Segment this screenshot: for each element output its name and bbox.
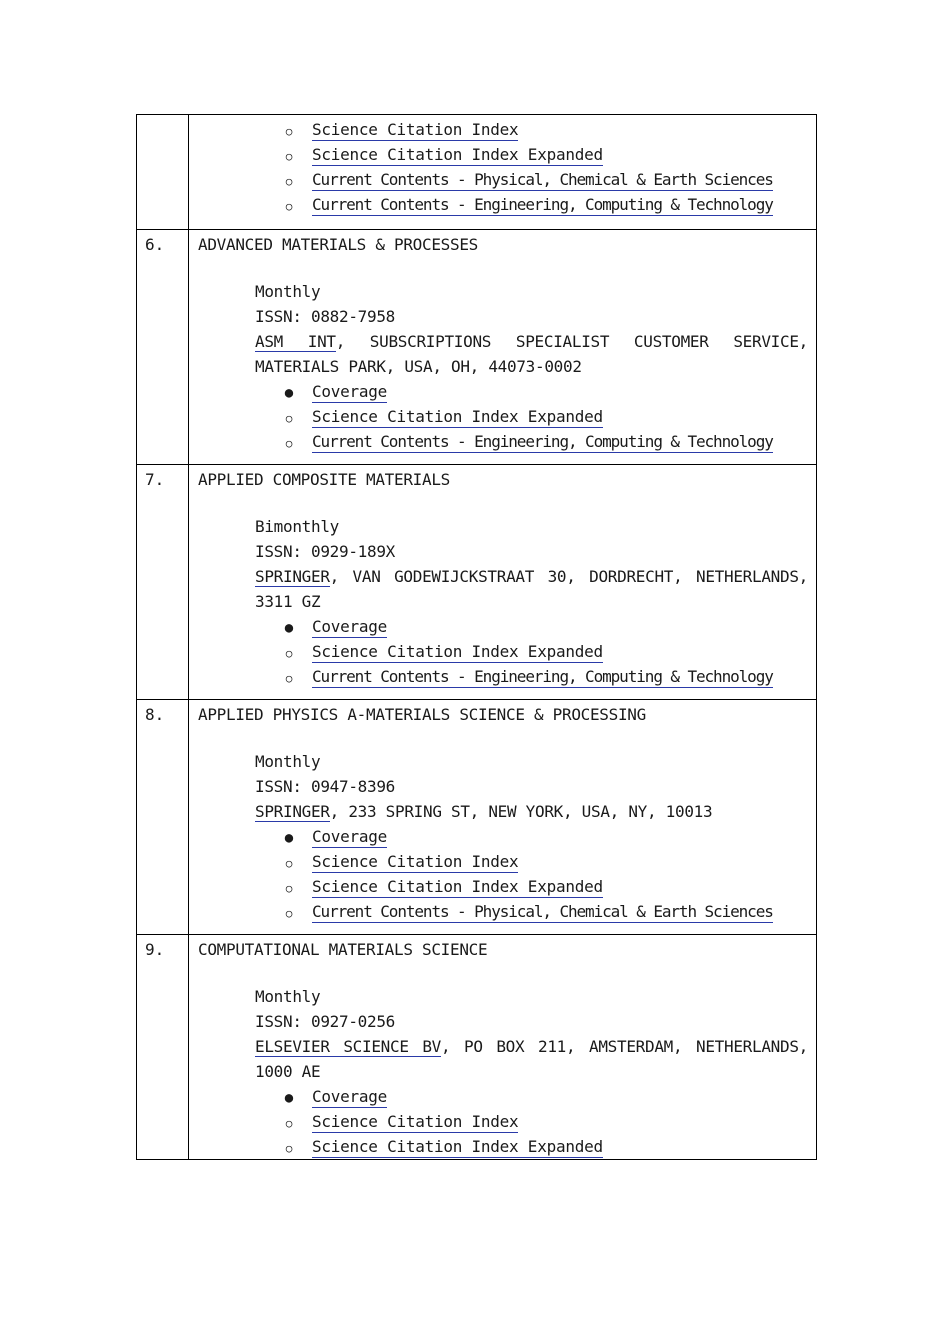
coverage-link[interactable]: Coverage: [312, 827, 388, 846]
hollow-bullet-icon: ○: [285, 150, 293, 163]
publisher-address: , VAN GODEWIJCKSTRAAT 30, DORDRECHT, NETHERLANDS, 3311 GZ: [255, 567, 808, 611]
publisher-address: , 233 SPRING ST, NEW YORK, USA, NY, 10013: [329, 802, 713, 821]
index-link[interactable]: Current Contents - Engineering, Computing & Technology: [312, 432, 773, 451]
table-row: [137, 230, 817, 465]
row-number: 7.: [137, 465, 189, 700]
index-link[interactable]: Science Citation Index Expanded: [312, 1137, 603, 1156]
list-item: [255, 117, 808, 142]
issn: ISSN: 0882-7958: [255, 307, 395, 326]
hollow-bullet-icon: ○: [285, 857, 293, 870]
journal-entry: [189, 700, 817, 935]
row-number: 6.: [137, 230, 189, 465]
list-item: [255, 639, 808, 664]
filled-bullet-icon: ●: [284, 620, 294, 636]
journal-title: COMPUTATIONAL MATERIALS SCIENCE: [198, 940, 488, 959]
index-link[interactable]: Current Contents - Engineering, Computing & Technology: [312, 195, 773, 214]
list-item: [255, 899, 808, 924]
journal-meta: [198, 984, 808, 1084]
coverage-link[interactable]: Coverage: [312, 617, 388, 636]
publisher-address: , PO BOX 211, AMSTERDAM, NETHERLANDS, 1000 AE: [255, 1037, 808, 1081]
issn: ISSN: 0929-189X: [255, 542, 395, 561]
issn: ISSN: 0947-8396: [255, 777, 395, 796]
frequency: Monthly: [255, 282, 321, 301]
coverage-link[interactable]: Coverage: [312, 1087, 388, 1106]
index-list: [198, 1084, 808, 1159]
index-link[interactable]: Science Citation Index: [312, 1112, 519, 1131]
table-row: [137, 700, 817, 935]
filled-bullet-icon: ●: [284, 830, 294, 846]
list-item: [255, 429, 808, 454]
list-item: [255, 874, 808, 899]
issn: ISSN: 0927-0256: [255, 1012, 395, 1031]
index-link[interactable]: Science Citation Index Expanded: [312, 407, 603, 426]
filled-bullet-icon: ●: [284, 385, 294, 401]
list-item: [255, 167, 808, 192]
index-link[interactable]: Science Citation Index: [312, 852, 519, 871]
publisher-address-block: [255, 564, 808, 614]
table-row: [137, 115, 817, 230]
list-item: [255, 614, 808, 639]
publisher-address-block: [255, 329, 808, 379]
list-item: [255, 142, 808, 167]
hollow-bullet-icon: ○: [285, 1117, 293, 1130]
journal-title: APPLIED COMPOSITE MATERIALS: [198, 470, 450, 489]
hollow-bullet-icon: ○: [285, 125, 293, 138]
index-link[interactable]: Current Contents - Physical, Chemical & Earth Sciences: [312, 170, 773, 189]
index-link[interactable]: Science Citation Index Expanded: [312, 642, 603, 661]
hollow-bullet-icon: ○: [285, 907, 293, 920]
list-item: [255, 192, 808, 217]
coverage-link[interactable]: Coverage: [312, 382, 388, 401]
row-number: 9.: [137, 935, 189, 1160]
index-list: [198, 379, 808, 454]
list-item: [255, 664, 808, 689]
index-link[interactable]: Current Contents - Physical, Chemical & Earth Sciences: [312, 902, 773, 921]
index-list: [198, 117, 808, 217]
publisher-link[interactable]: SPRINGER: [255, 802, 330, 821]
hollow-bullet-icon: ○: [285, 882, 293, 895]
journal-meta: [198, 749, 808, 824]
publisher-link[interactable]: ELSEVIER SCIENCE BV: [255, 1037, 441, 1056]
publisher-address-block: [255, 1034, 808, 1084]
journal-list-table: [136, 114, 817, 1160]
hollow-bullet-icon: ○: [285, 412, 293, 425]
publisher-address: , SUBSCRIPTIONS SPECIALIST CUSTOMER SERVICE, MATERIALS PARK, USA, OH, 44073-0002: [255, 332, 808, 376]
list-item: [255, 1109, 808, 1134]
hollow-bullet-icon: ○: [285, 672, 293, 685]
frequency: Bimonthly: [255, 517, 339, 536]
filled-bullet-icon: ●: [284, 1090, 294, 1106]
journal-title: ADVANCED MATERIALS & PROCESSES: [198, 235, 478, 254]
hollow-bullet-icon: ○: [285, 647, 293, 660]
hollow-bullet-icon: ○: [285, 1142, 293, 1155]
row-number: [137, 115, 189, 230]
hollow-bullet-icon: ○: [285, 200, 293, 213]
list-item: [255, 404, 808, 429]
publisher-address-block: [255, 799, 808, 824]
hollow-bullet-icon: ○: [285, 175, 293, 188]
index-link[interactable]: Science Citation Index Expanded: [312, 145, 603, 164]
index-link[interactable]: Science Citation Index: [312, 120, 519, 139]
journal-entry: [189, 935, 817, 1160]
index-link[interactable]: Science Citation Index Expanded: [312, 877, 603, 896]
list-item: [255, 1134, 808, 1159]
hollow-bullet-icon: ○: [285, 437, 293, 450]
row-number: 8.: [137, 700, 189, 935]
list-item: [255, 824, 808, 849]
journal-meta: [198, 514, 808, 614]
list-item: [255, 379, 808, 404]
journal-entry: [189, 230, 817, 465]
index-list: [198, 824, 808, 924]
journal-entry: [189, 465, 817, 700]
index-list: [198, 614, 808, 689]
journal-title: APPLIED PHYSICS A-MATERIALS SCIENCE & PROCESSING: [198, 705, 646, 724]
list-item: [255, 849, 808, 874]
list-item: [255, 1084, 808, 1109]
index-link[interactable]: Current Contents - Engineering, Computing & Technology: [312, 667, 773, 686]
publisher-link[interactable]: ASM INT: [255, 332, 336, 351]
frequency: Monthly: [255, 987, 321, 1006]
publisher-link[interactable]: SPRINGER: [255, 567, 330, 586]
table-row: [137, 935, 817, 1160]
journal-meta: [198, 279, 808, 379]
frequency: Monthly: [255, 752, 321, 771]
journal-entry: [189, 115, 817, 230]
table-row: [137, 465, 817, 700]
